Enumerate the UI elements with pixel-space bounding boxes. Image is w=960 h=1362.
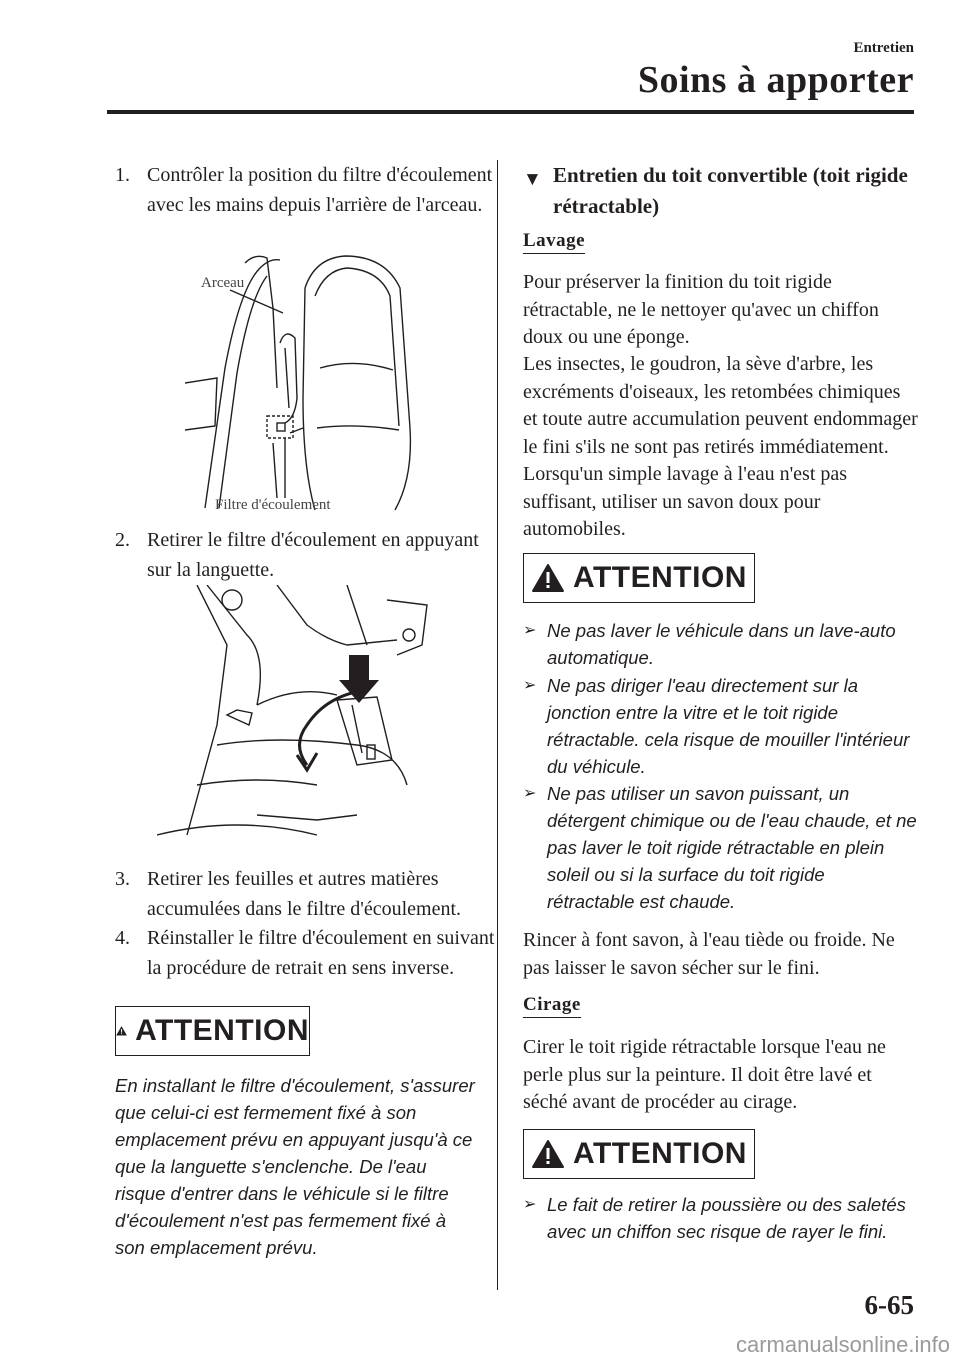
step-text: Retirer les feuilles et autres matières accumulées dans le filtre d'écoulement.	[147, 868, 462, 920]
attention-text-left: En installant le filtre d'écoulement, s'assurer que celui-ci est fermement fixé à son emplacement prévu en appuyant jusqu'à ce que la languette s'enclenche. De l'eau risque d'entrer dans le véhicule si le filtre d'écoulement n'est pas fermement fixé à son emplacement prévu.	[115, 1075, 475, 1258]
lavage-bullet-3	[523, 780, 917, 915]
label-filtre: Filtre d'écoulement	[215, 497, 331, 513]
header-rule	[107, 110, 914, 114]
lavage-paragraph-2: Les insectes, le goudron, la sève d'arbre, les excréments d'oiseaux, les retombées chimiques et toute autre accumulation peuvent endommager le fini s'ils ne sont pas retirés immédiatement. Lorsqu'un simple lavage à l'eau n'est pas suffisant, utiliser un savon doux pour automobiles.	[523, 353, 918, 540]
bullet-arrow-icon: ➢	[523, 785, 537, 802]
step-number: 1.	[115, 164, 130, 186]
section-heading	[523, 160, 923, 222]
step-number: 3.	[115, 868, 130, 890]
bullet-text: Le fait de retirer la poussière ou des saletés avec un chiffon sec risque de rayer le fini.	[547, 1194, 906, 1242]
attention-label: ATTENTION	[135, 1014, 309, 1047]
step-number: 2.	[115, 529, 130, 551]
lavage-paragraph-1: Pour préserver la finition du toit rigide rétractable, ne le nettoyer qu'avec un chiffon doux ou une éponge.	[523, 271, 879, 348]
page-number: 6-65	[864, 1290, 914, 1320]
warning-triangle-icon	[531, 563, 565, 593]
step-text: Retirer le filtre d'écoulement en appuyant sur la languette.	[147, 529, 479, 581]
lavage-paragraph-3: Rincer à font savon, à l'eau tiède ou froide. Ne pas laisser le savon sécher sur le fini.	[523, 929, 895, 979]
column-divider	[497, 160, 498, 1290]
section-triangle-icon: ▼	[523, 169, 542, 190]
watermark: carmanualsonline.info	[735, 1332, 950, 1357]
bullet-text: Ne pas laver le véhicule dans un lave-auto automatique.	[547, 620, 896, 668]
page-title: Soins à apporter	[637, 59, 914, 101]
section-heading-text: Entretien du toit convertible (toit rigide rétractable)	[553, 163, 908, 218]
step-4	[115, 923, 507, 983]
filter-removal-illustration	[157, 585, 477, 840]
warning-triangle-icon	[116, 1016, 127, 1046]
step-3	[115, 864, 507, 924]
attention-label: ATTENTION	[573, 1137, 747, 1170]
label-arceau: Arceau	[201, 275, 245, 291]
step-text: Réinstaller le filtre d'écoulement en suivant la procédure de retrait en sens inverse.	[147, 927, 495, 979]
bullet-arrow-icon: ➢	[523, 1196, 537, 1213]
attention-label: ATTENTION	[573, 561, 747, 594]
bullet-text: Ne pas utiliser un savon puissant, un détergent chimique ou de l'eau chaude, et ne pas laver le toit rigide rétractable en plein soleil ou si la surface du toit rigide rétractable est chaude.	[547, 783, 917, 912]
step-1	[115, 160, 507, 220]
step-number: 4.	[115, 927, 130, 949]
cirage-paragraph: Cirer le toit rigide rétractable lorsque l'eau ne perle plus sur la peinture. Il doit être lavé et séché avant de procéder au cirage.	[523, 1036, 886, 1113]
attention-box-cirage	[523, 1129, 755, 1179]
lavage-bullet-2	[523, 672, 917, 780]
subheading-lavage: Lavage	[523, 230, 585, 254]
attention-box-lavage	[523, 553, 755, 603]
bullet-arrow-icon: ➢	[523, 622, 537, 639]
header-section-label: Entretien	[853, 40, 914, 56]
figure-arceau-drain-filter	[185, 248, 425, 518]
figure-remove-drain-filter	[157, 585, 477, 840]
bullet-arrow-icon: ➢	[523, 677, 537, 694]
warning-triangle-icon	[531, 1139, 565, 1169]
cirage-bullet	[523, 1191, 917, 1245]
bullet-text: Ne pas diriger l'eau directement sur la jonction entre la vitre et le toit rigide rétractable. cela risque de mouiller l'intérieur du véhicule.	[547, 675, 910, 777]
subheading-cirage: Cirage	[523, 994, 581, 1018]
step-text: Contrôler la position du filtre d'écoulement avec les mains depuis l'arrière de l'arceau.	[147, 164, 493, 216]
lavage-bullet-1	[523, 617, 917, 671]
attention-box-left	[115, 1006, 310, 1056]
step-2	[115, 525, 507, 585]
